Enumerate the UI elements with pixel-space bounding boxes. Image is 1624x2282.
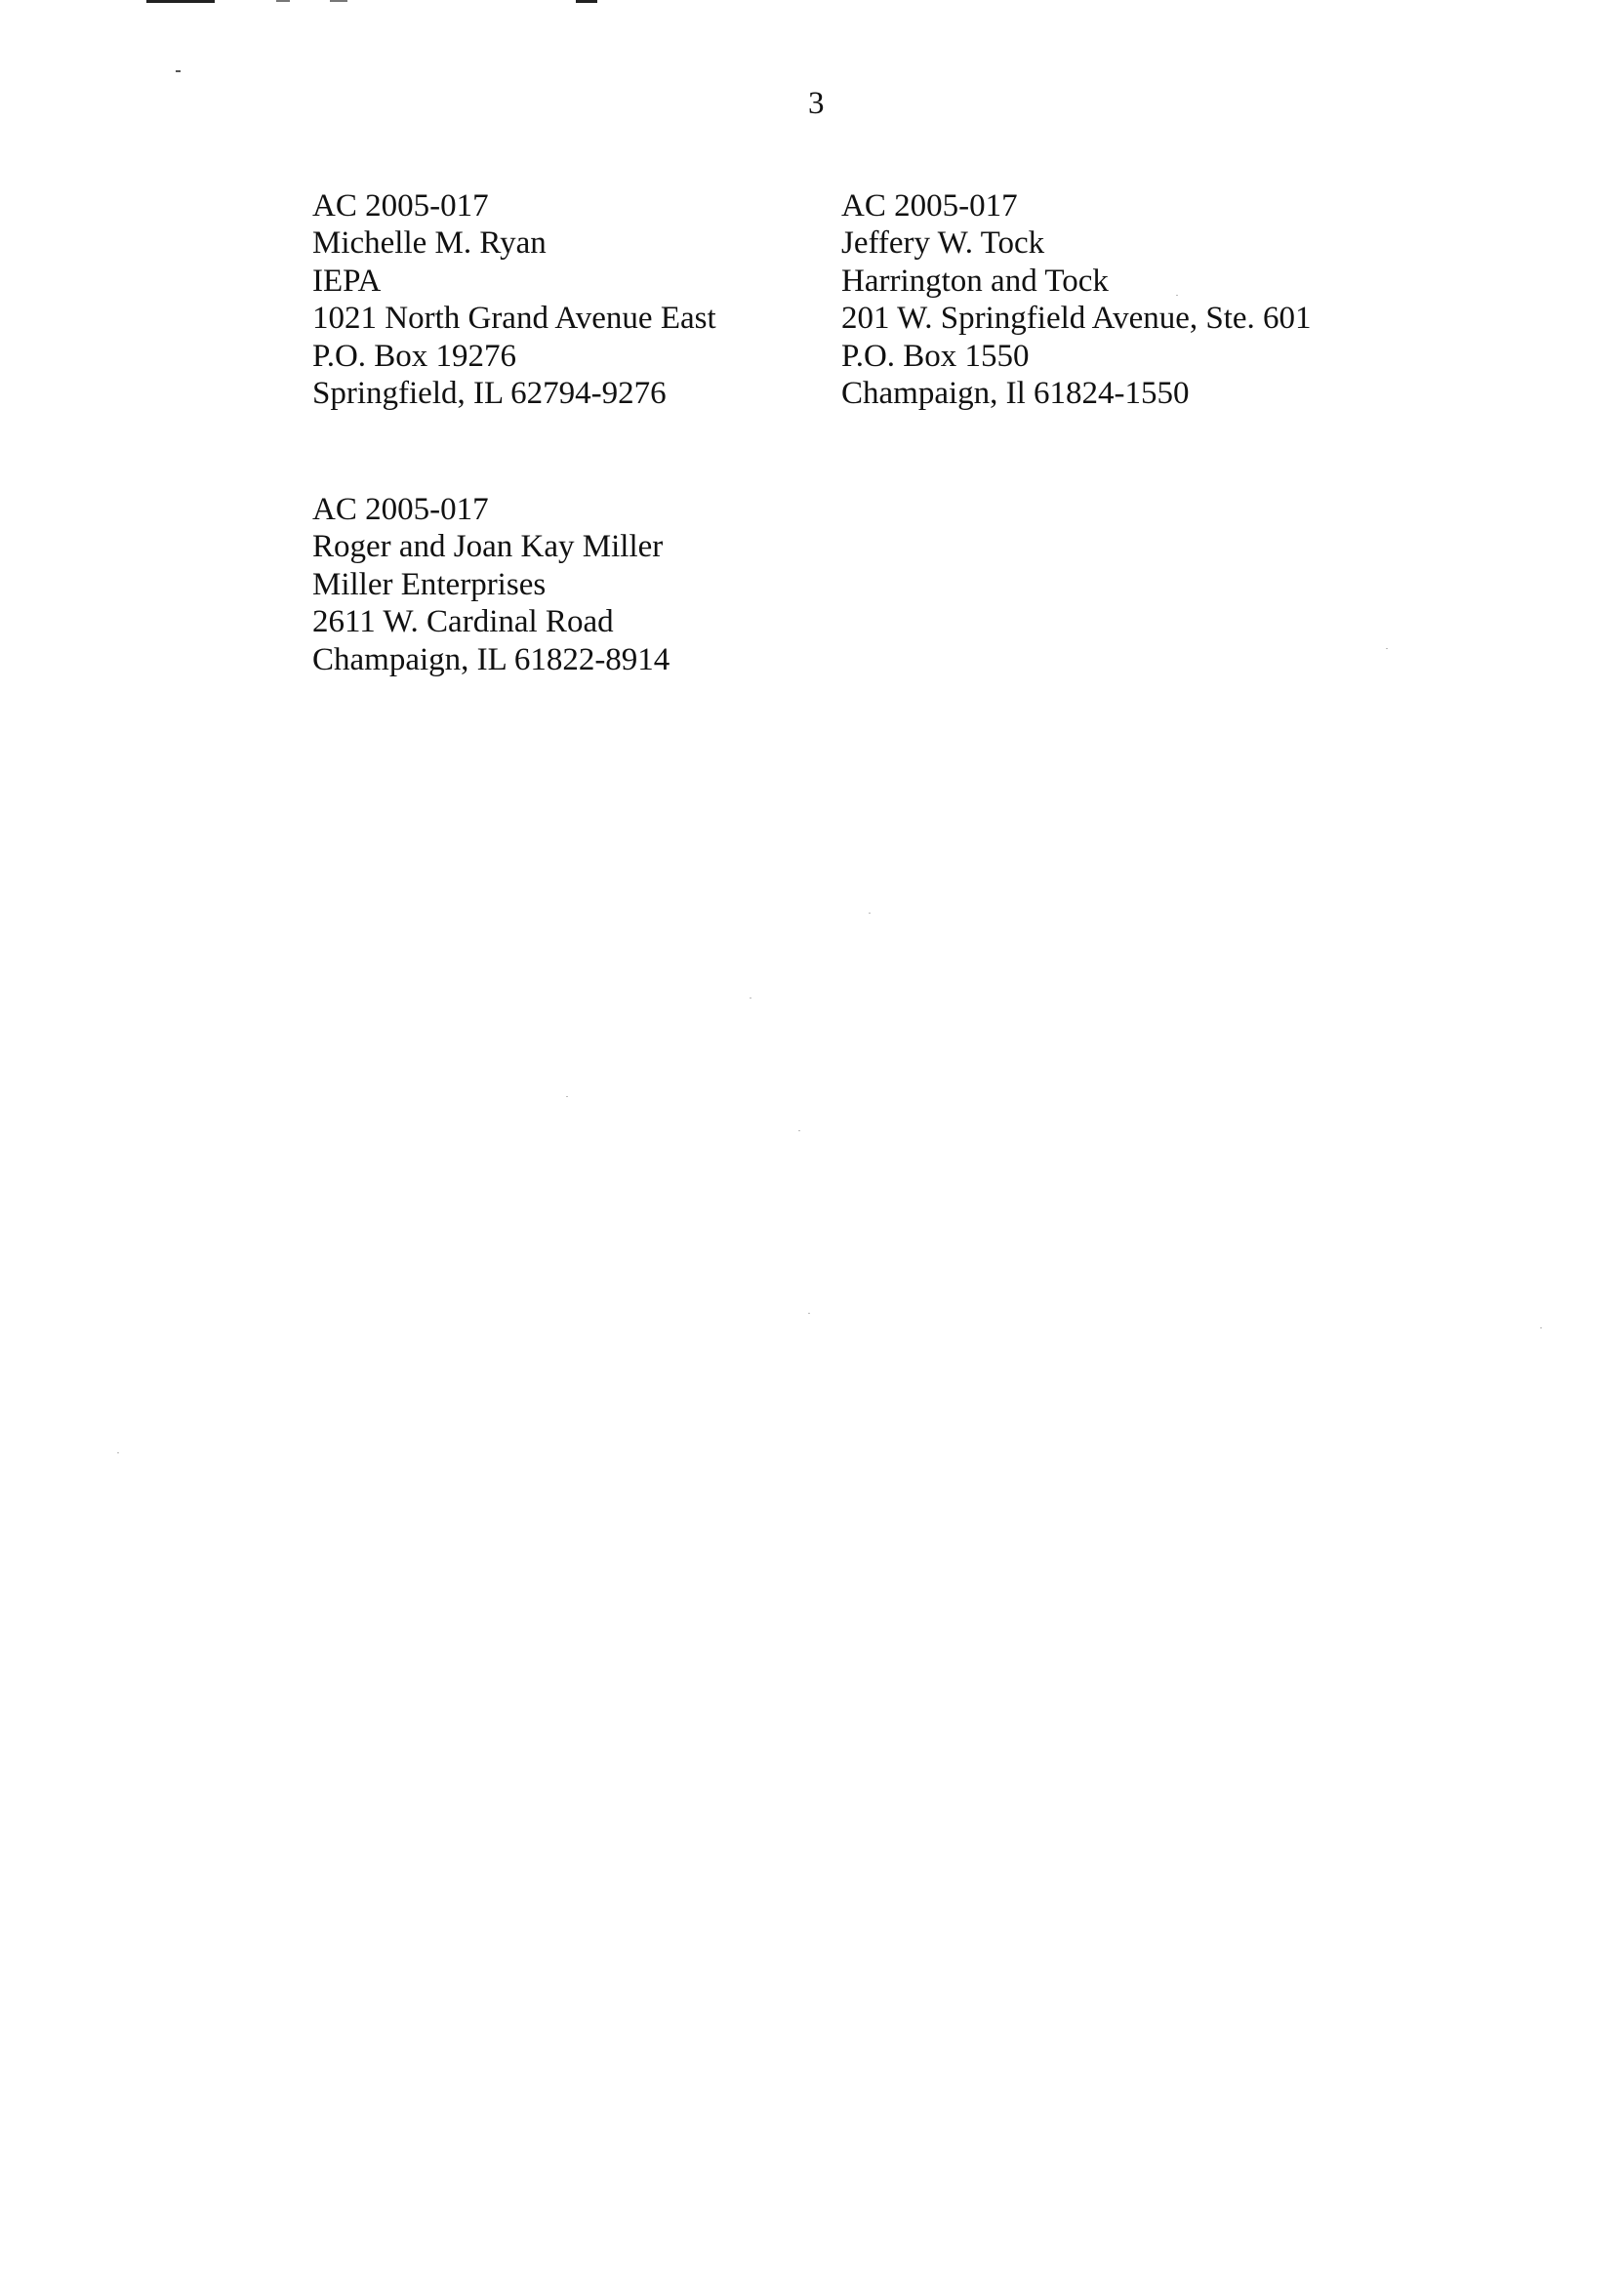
scan-speck <box>1386 648 1388 649</box>
po-box: P.O. Box 1550 <box>841 338 1030 374</box>
organization: Miller Enterprises <box>312 566 547 602</box>
city-state-zip: Springfield, IL 62794-9276 <box>312 376 667 412</box>
scan-speck <box>808 1313 810 1314</box>
recipient-name: Roger and Joan Kay Miller <box>312 529 664 565</box>
address-block-miller <box>312 491 670 678</box>
scan-speck <box>1540 1327 1542 1328</box>
case-number: AC 2005-017 <box>312 492 489 527</box>
address-block-harrington-tock <box>841 187 1312 412</box>
case-number: AC 2005-017 <box>841 188 1018 224</box>
po-box: P.O. Box 19276 <box>312 338 517 374</box>
scan-artifact <box>576 0 597 3</box>
scan-speck <box>176 70 181 72</box>
organization: IEPA <box>312 263 382 299</box>
address-block-iepa <box>312 187 716 412</box>
street-address: 1021 North Grand Avenue East <box>312 301 716 337</box>
scan-artifact <box>276 0 290 2</box>
city-state-zip: Champaign, IL 61822-8914 <box>312 641 670 677</box>
organization: Harrington and Tock <box>841 263 1109 299</box>
street-address: 201 W. Springfield Avenue, Ste. 601 <box>841 301 1312 337</box>
scan-speck <box>798 1130 800 1131</box>
street-address: 2611 W. Cardinal Road <box>312 604 614 640</box>
scan-speck <box>566 1096 568 1097</box>
recipient-name: Michelle M. Ryan <box>312 225 547 262</box>
recipient-name: Jeffery W. Tock <box>841 225 1045 262</box>
scan-artifact <box>146 0 215 3</box>
scan-speck <box>117 1452 119 1453</box>
page-number: 3 <box>808 86 825 121</box>
scan-artifact <box>330 0 347 2</box>
city-state-zip: Champaign, Il 61824-1550 <box>841 376 1190 412</box>
case-number: AC 2005-017 <box>312 188 489 224</box>
scan-speck <box>869 913 871 914</box>
